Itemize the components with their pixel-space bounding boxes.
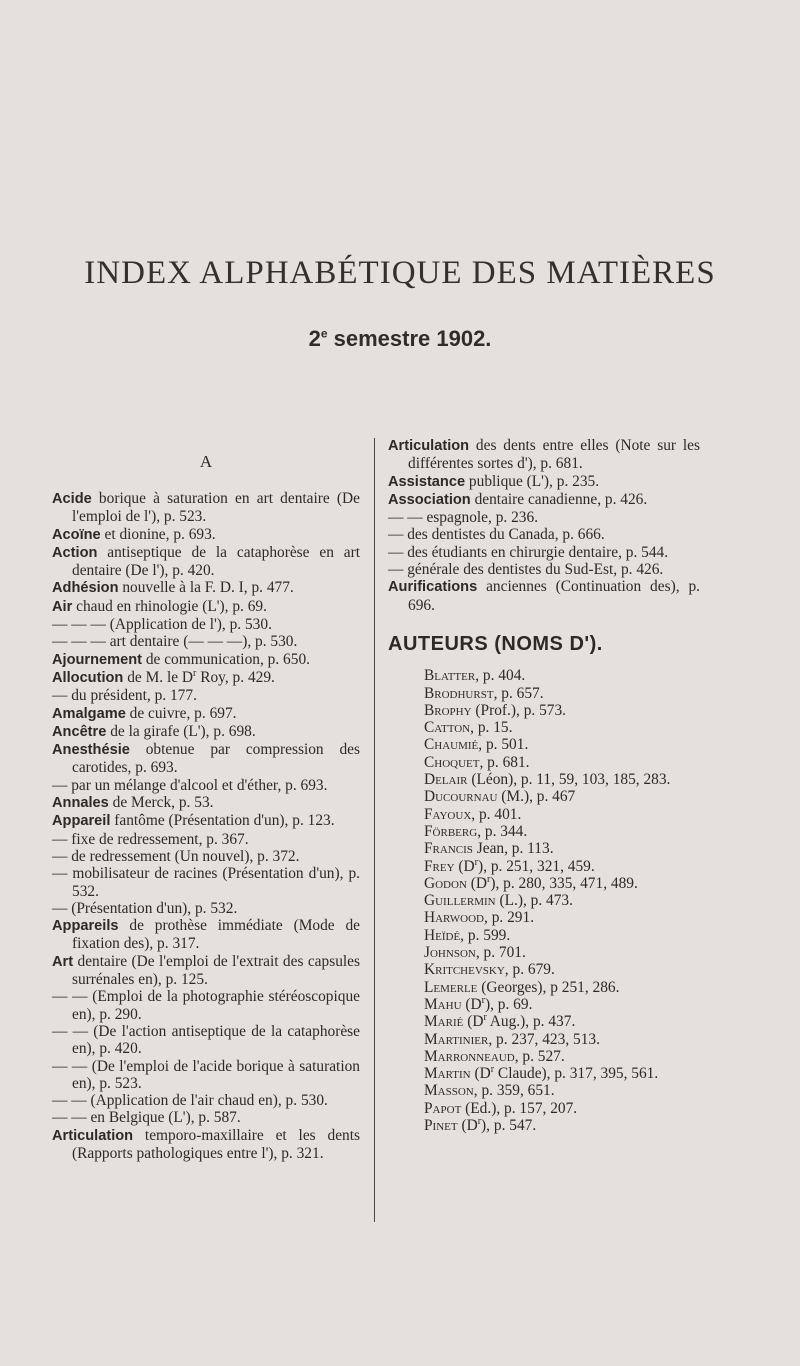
author-pages: (Ed.), p. 157, 207. [461,1099,578,1117]
author-entry [424,840,700,857]
author-pages-cont: ), p. 547. [481,1116,537,1134]
left-column [52,490,360,1162]
author-name: Marronneaud [424,1047,515,1065]
author-pages: , p. 359, 651. [473,1082,555,1100]
author-pages: , p. 15. [470,719,513,737]
semester-number: 2 [308,326,321,351]
semester-subtitle [0,326,800,352]
index-entry [52,953,360,989]
entry-keyword: Assistance [388,473,466,490]
entry-superscript: r [193,667,197,679]
entry-text: publique (L'), p. 235. [465,472,600,490]
entry-text-cont: Roy, p. 429. [196,668,275,686]
entry-text: — (Présentation d'un), p. 532. [52,899,238,917]
author-superscript: r [474,856,478,868]
author-pages: , p. 501. [478,736,529,754]
entry-text: anciennes (Continuation des), p. 696. [408,578,700,614]
index-entry [52,865,360,900]
author-name: Blatter [424,667,476,685]
entry-keyword: Annales [52,795,109,812]
author-name: Francis [424,840,473,858]
entry-keyword: Anesthésie [52,742,130,759]
semester-ordinal: e [320,326,328,341]
entry-keyword: Amalgame [52,705,126,722]
entry-text: fantôme (Présentation d'un), p. 123. [110,812,335,830]
author-pages: (M.), p. 467 [497,788,576,806]
author-pages: , p. 404. [475,667,526,685]
author-pages: , p. 344. [477,822,528,840]
section-letter: A [199,452,213,471]
index-entry [52,526,360,544]
author-entry [424,961,700,978]
author-name: Fayoux [424,805,472,823]
column-divider [374,438,375,1222]
entry-keyword: Ajournement [52,651,142,668]
author-entry [424,1082,700,1099]
author-name: Kritchevsky [424,961,505,979]
index-entry [52,651,360,669]
author-entry [424,1065,700,1082]
index-entry [52,812,360,830]
author-name: Brophy [424,701,472,719]
author-superscript: r [477,1115,482,1127]
author-entry [424,754,700,771]
author-name: Pinet [424,1116,458,1134]
author-pages: (Léon), p. 11, 59, 103, 185, 283. [467,771,671,789]
semester-text: semestre 1902. [333,326,492,351]
author-name: Marié [424,1013,464,1031]
index-entry [388,437,700,473]
author-name: Catton [424,719,471,737]
index-entry [52,900,360,917]
author-entry [424,1100,700,1117]
author-pages: , p. 237, 423, 513. [488,1030,600,1048]
index-entry [52,687,360,704]
author-entry [424,771,700,788]
author-entry [424,875,700,892]
author-entry [424,892,700,909]
author-name: Frey [424,857,455,875]
entry-text: — — (De l'emploi de l'acide borique à saturation en), p. 523. [52,1057,360,1092]
entry-keyword: Ancêtre [52,723,107,740]
author-entry [424,788,700,805]
index-entry [52,579,360,597]
author-name: Chaumié [424,736,479,754]
index-title: INDEX ALPHABÉTIQUE DES MATIÈRES [84,255,716,291]
author-pages: (D [461,995,482,1013]
entry-text: — — espagnole, p. 236. [388,509,539,527]
author-superscript: r [486,873,491,885]
author-entry [424,1031,700,1048]
entry-text: — — — art dentaire (— — —), p. 530. [52,633,298,651]
author-entry [424,979,700,996]
author-name: Guillermin [424,892,496,910]
author-pages: (L.), p. 473. [495,892,573,910]
index-entry [52,669,360,687]
author-pages: (D [454,857,475,875]
author-pages: , p. 599. [460,926,511,944]
author-name: Papot [424,1099,462,1117]
author-pages: , p. 401. [471,805,522,823]
author-entry [424,996,700,1013]
authors-heading: AUTEURS (NOMS D'). [388,632,603,655]
author-name: Harwood [424,909,485,927]
entry-keyword: Acide [52,491,92,507]
entry-text: — — en Belgique (L'), p. 587. [52,1109,241,1127]
entry-text: de cuivre, p. 697. [125,704,237,722]
index-entry [52,633,360,650]
author-pages: (D [466,874,487,892]
author-pages: (D [470,1065,491,1083]
index-entry [52,1023,360,1058]
author-name: Choquet [424,753,480,771]
entry-text: dentaire (De l'emploi de l'extrait des capsules surrénales en), p. 125. [72,952,360,989]
entry-text: de Merck, p. 53. [108,794,214,812]
author-entry [424,806,700,823]
author-name: Lemerle [424,978,478,996]
author-pages: (D [463,1013,484,1031]
author-entry [424,909,700,926]
index-entry [52,598,360,616]
author-name: Delair [424,771,468,789]
author-pages: , p. 701. [475,944,526,962]
author-superscript: r [483,1012,487,1024]
entry-text: — fixe de redressement, p. 367. [52,830,249,848]
entry-text: temporo-maxillaire et les dents (Rapports pathologiques entre l'), p. 321. [72,1126,360,1162]
author-pages-cont: Claude), p. 317, 395, 561. [494,1065,659,1083]
index-entry [388,561,700,578]
index-entry [52,490,360,526]
entry-text: — — (Emploi de la photographie stéréoscopique en), p. 290. [52,988,360,1023]
author-pages: (Georges), p 251, 286. [477,978,620,996]
author-pages-cont: ), p. 69. [484,995,533,1013]
author-name: Brodhurst [424,684,494,702]
author-name: Johnson [424,944,476,962]
author-pages: , p. 681. [479,753,530,771]
author-name: Martin [424,1065,471,1083]
author-entry [424,1117,700,1134]
author-name: Förberg [424,822,478,840]
entry-keyword: Aurifications [388,579,478,596]
author-entry [424,927,700,944]
entry-text: de communication, p. 650. [142,650,310,668]
index-entry [52,544,360,580]
author-pages: , p. 291. [484,909,535,927]
index-entry [52,1058,360,1093]
index-entry [52,988,360,1023]
author-pages: , p. 527. [514,1047,565,1065]
entry-text: de M. le D [123,668,194,686]
index-entry [52,616,360,633]
index-entry [52,705,360,723]
author-pages: Jean, p. 113. [472,840,554,858]
author-entry [424,685,700,702]
author-pages-cont: Aug.), p. 437. [486,1013,576,1031]
author-entry [424,1013,700,1030]
author-pages: (D [457,1116,478,1134]
entry-text: — de redressement (Un nouvel), p. 372. [52,847,300,865]
index-entry [388,526,700,543]
index-entry [52,917,360,953]
authors-list [388,667,700,1134]
index-entry [52,1109,360,1126]
index-entry [52,1127,360,1163]
index-entry [52,741,360,777]
index-entry [52,723,360,741]
author-superscript: r [481,994,485,1006]
right-entries [388,437,700,614]
author-name: Heïdé [424,926,461,944]
index-entry [388,544,700,561]
entry-keyword: Air [52,598,73,615]
entry-keyword: Appareils [52,918,119,935]
index-entry [52,831,360,848]
entry-text: antiseptique de la cataphorèse en art dentaire (De l'), p. 420. [72,543,360,580]
author-entry [424,1048,700,1065]
right-column [388,437,700,1134]
entry-keyword: Association [388,491,471,508]
author-pages-cont: ), p. 251, 321, 459. [478,857,595,875]
author-entry [424,667,700,684]
entry-text: — du président, p. 177. [52,687,197,705]
entry-keyword: Adhésion [52,580,119,597]
entry-text: — — (Application de l'air chaud en), p. 530. [52,1092,328,1110]
entry-keyword: Articulation [388,438,470,454]
author-pages: , p. 657. [493,684,544,702]
entry-text: de prothèse immédiate (Mode de fixation des), p. 317. [72,917,360,953]
entry-text: chaud en rhinologie (L'), p. 69. [72,597,267,615]
entry-text: de la girafe (L'), p. 698. [106,722,256,740]
entry-keyword: Acoïne [52,526,101,543]
entry-text: — — (De l'action antiseptique de la cataphorèse en), p. 420. [52,1022,360,1058]
index-entry [52,848,360,865]
author-pages: (Prof.), p. 573. [471,701,567,719]
index-entry [52,1092,360,1109]
author-pages-cont: ), p. 280, 335, 471, 489. [490,874,638,892]
entry-text: obtenue par compression des carotides, p. 693. [72,741,360,777]
index-entry [52,777,360,794]
index-entry [388,473,700,491]
author-entry [424,736,700,753]
entry-text: dentaire canadienne, p. 426. [470,490,648,508]
entry-keyword: Appareil [52,813,111,830]
author-entry [424,823,700,840]
entry-text: des dents entre elles (Note sur les différentes sortes d'), p. 681. [408,437,700,473]
author-name: Ducournau [424,788,498,806]
author-entry [424,944,700,961]
author-name: Martinier [424,1030,489,1048]
entry-keyword: Allocution [52,669,124,686]
author-entry [424,702,700,719]
author-name: Godon [424,874,467,892]
entry-text: et dionine, p. 693. [100,525,216,543]
entry-keyword: Art [52,953,74,970]
entry-text: — par un mélange d'alcool et d'éther, p. 693. [52,776,328,794]
entry-text: — des étudiants en chirurgie dentaire, p. 544. [388,543,669,561]
entry-text: — — — (Application de l'), p. 530. [52,616,272,634]
entry-text: borique à saturation en art dentaire (De l'emploi de l'), p. 523. [72,490,360,526]
entry-text: — générale des dentistes du Sud-Est, p. 426. [388,561,664,579]
author-entry [424,719,700,736]
author-name: Mahu [424,995,462,1013]
entry-keyword: Action [52,544,98,561]
entry-text: — mobilisateur de racines (Présentation d'un), p. 532. [52,865,360,900]
author-name: Masson [424,1082,474,1100]
index-entry [388,578,700,614]
index-entry [52,794,360,812]
author-superscript: r [490,1063,495,1075]
index-entry [388,509,700,526]
entry-text: nouvelle à la F. D. I, p. 477. [118,579,294,597]
author-pages: , p. 679. [504,961,555,979]
entry-keyword: Articulation [52,1127,134,1144]
index-entry [388,491,700,509]
author-entry [424,858,700,875]
entry-text: — des dentistes du Canada, p. 666. [388,526,605,544]
